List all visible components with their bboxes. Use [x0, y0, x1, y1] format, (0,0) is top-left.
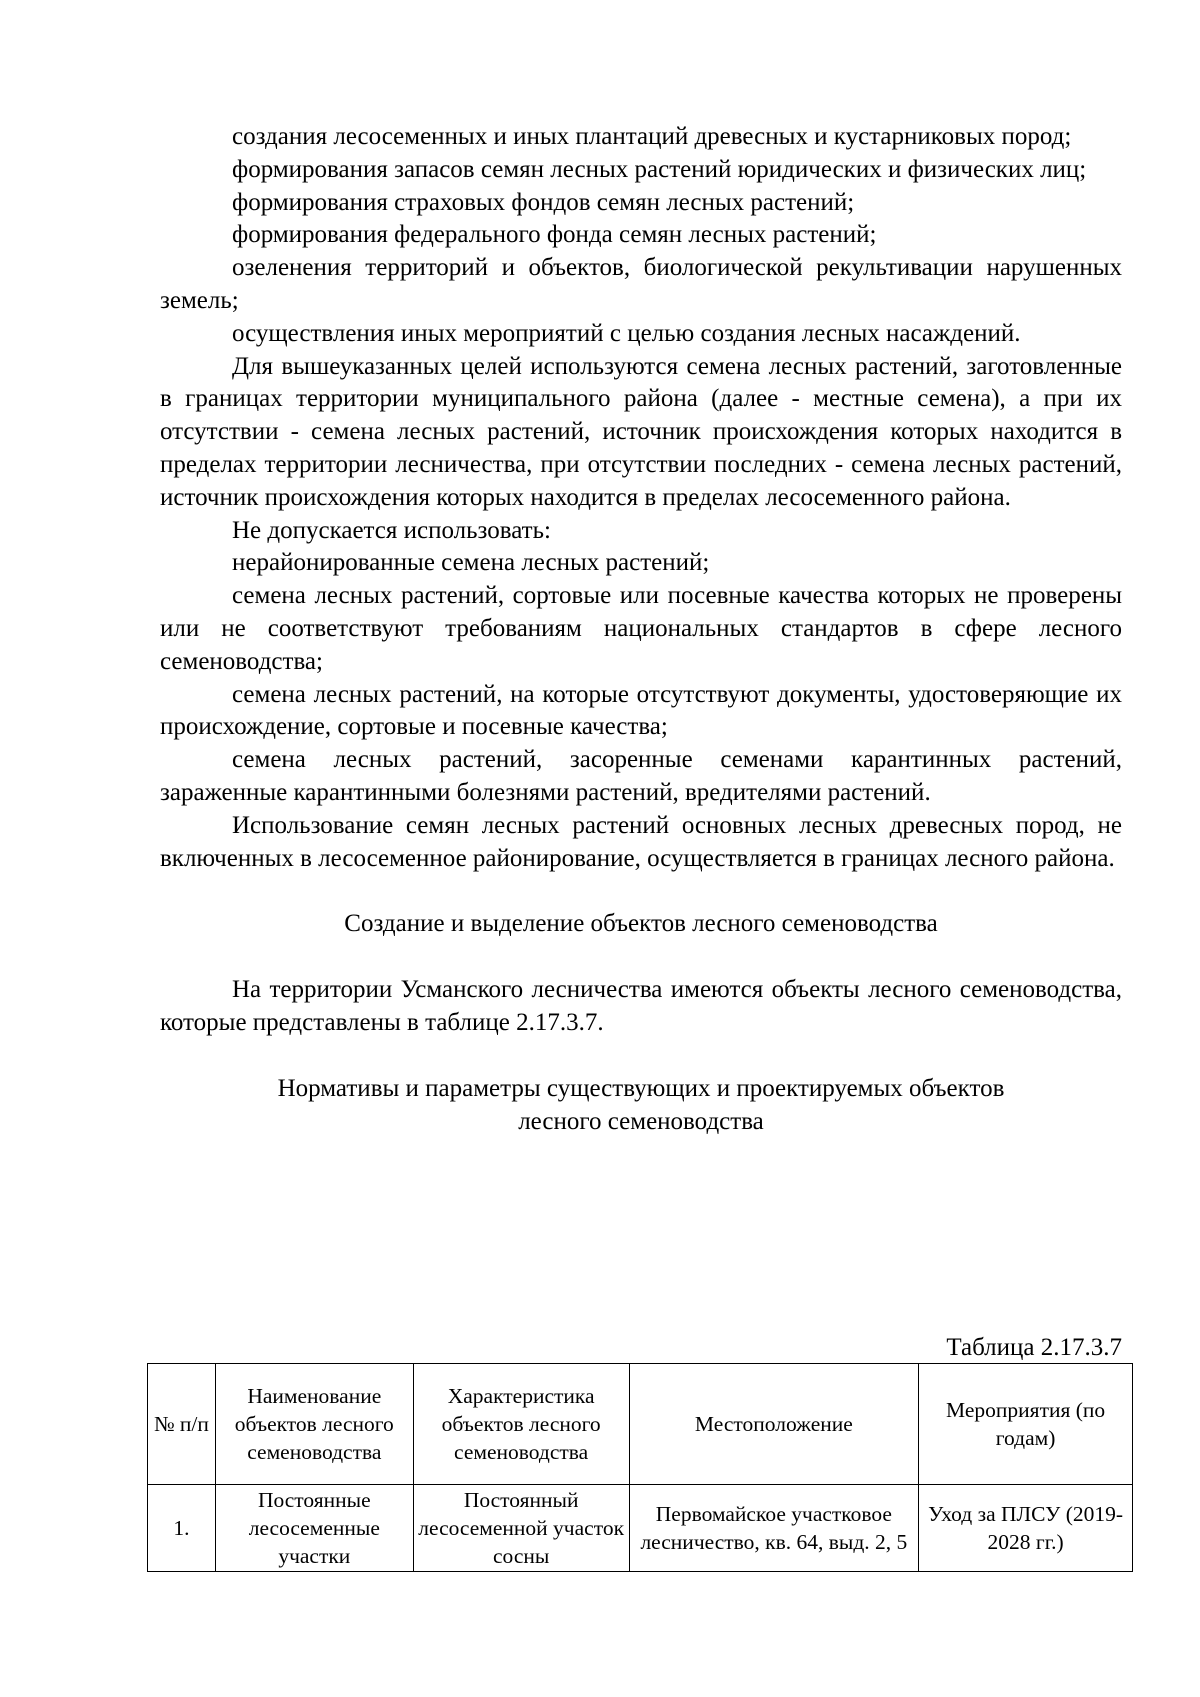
paragraph: Для вышеуказанных целей используются семена лесных растений, заготовленные в границах территории муниципального района (далее - местные семена), а при их отсутствии - семена лесных растений, источник происхождения которых находится в пределах территории лесничества, при отсутствии последних - семена лесных растений, источник происхождения которых находится в пределах лесосеменного района. — [160, 352, 1122, 511]
cell-number: 1. — [148, 1485, 216, 1572]
paragraph: семена лесных растений, на которые отсутствуют документы, удостоверяющие их происхождение, сортовые и посевные качества; — [160, 680, 1122, 741]
cell-object-name: Постоянные лесосеменные участки — [215, 1485, 413, 1572]
paragraph: осуществления иных мероприятий с целью создания лесных насаждений. — [232, 319, 1021, 347]
table-title-line-2: лесного семеноводства — [518, 1107, 764, 1135]
body-text — [160, 121, 1122, 1138]
intro-paragraph: На территории Усманского лесничества имеются объекты лесного семеноводства, которые представлены в таблице 2.17.3.7. — [160, 976, 1122, 1036]
paragraph: Использование семян лесных растений основных лесных древесных пород, не включенных в лесосеменное районирование, осуществляется в границах лесного района. — [160, 811, 1122, 872]
paragraph: создания лесосеменных и иных плантаций древесных и кустарниковых пород; — [232, 123, 1072, 150]
header-object-name: Наименование объектов лесного семеноводства — [215, 1364, 413, 1485]
paragraph: формирования федерального фонда семян лесных растений; — [232, 221, 877, 249]
cell-location: Первомайское участковое лесничество, кв. 64, выд. 2, 5 — [629, 1485, 919, 1572]
paragraph: семена лесных растений, засоренные семенами карантинных растений, зараженные карантинными болезнями растений, вредителями растений. — [160, 746, 1122, 806]
header-characteristics: Характеристика объектов лесного семеноводства — [413, 1364, 629, 1485]
cell-characteristics: Постоянный лесосеменной участок сосны — [413, 1485, 629, 1572]
seed-objects-table — [147, 1363, 1133, 1572]
paragraph: Не допускается использовать: — [232, 516, 551, 544]
cell-activities: Уход за ПЛСУ (2019-2028 гг.) — [919, 1485, 1133, 1572]
table-title-line-1: Нормативы и параметры существующих и проектируемых объектов — [277, 1074, 1005, 1102]
paragraph: нерайонированные семена лесных растений; — [232, 549, 710, 577]
table-row — [148, 1485, 1133, 1572]
paragraph: формирования запасов семян лесных растений юридических и физических лиц; — [232, 155, 1087, 183]
header-activities: Мероприятия (по годам) — [919, 1364, 1133, 1485]
paragraph: семена лесных растений, сортовые или посевные качества которых не проверены или не соответствуют требованиям национальных стандартов в сфере лесного семеноводства; — [160, 582, 1122, 675]
table-header-row — [148, 1364, 1133, 1485]
header-number: № п/п — [148, 1364, 216, 1485]
header-location: Местоположение — [629, 1364, 919, 1485]
paragraph: озеленения территорий и объектов, биологической рекультивации нарушенных земель; — [160, 254, 1122, 314]
section-heading: Создание и выделение объектов лесного семеноводства — [344, 910, 938, 938]
paragraph: формирования страховых фондов семян лесных растений; — [232, 188, 855, 216]
table-label: Таблица 2.17.3.7 — [946, 1334, 1122, 1361]
